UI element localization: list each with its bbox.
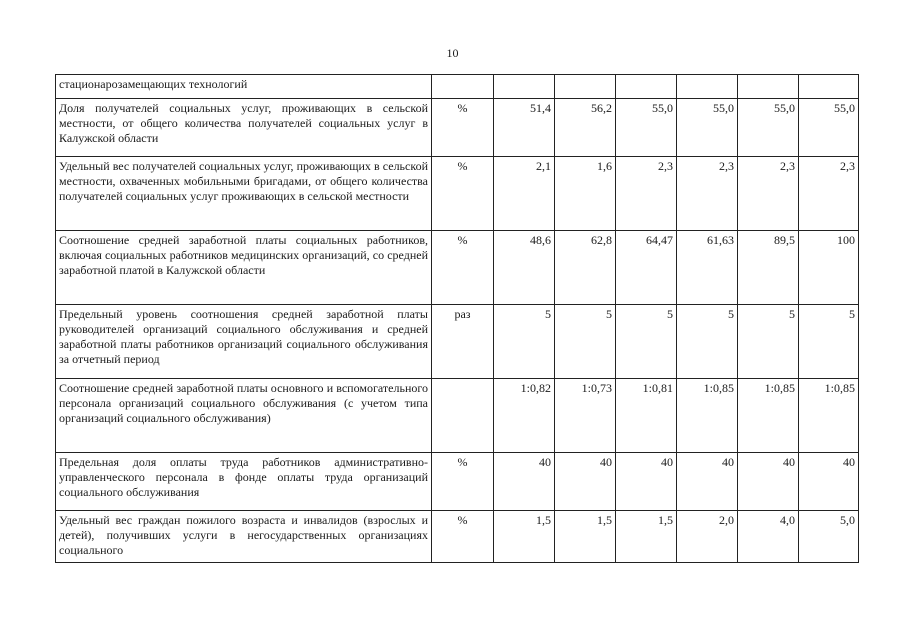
unit-cell: % bbox=[432, 453, 494, 511]
value-cell: 5,0 bbox=[799, 511, 859, 563]
value-cell: 89,5 bbox=[738, 231, 799, 305]
value-cell: 55,0 bbox=[799, 99, 859, 157]
indicator-name: Соотношение средней заработной платы социальных работников, включая социальных работников медицинских организаций, со средней заработной платой в Калужской области bbox=[56, 231, 432, 305]
indicators-table bbox=[55, 74, 859, 563]
value-cell: 51,4 bbox=[494, 99, 555, 157]
value-cell: 40 bbox=[494, 453, 555, 511]
value-cell: 100 bbox=[799, 231, 859, 305]
unit-cell bbox=[432, 75, 494, 99]
value-cell: 40 bbox=[799, 453, 859, 511]
value-cell: 2,3 bbox=[799, 157, 859, 231]
unit-cell: раз bbox=[432, 305, 494, 379]
value-cell: 1:0,81 bbox=[616, 379, 677, 453]
table-row bbox=[56, 99, 859, 157]
value-cell bbox=[494, 75, 555, 99]
value-cell bbox=[799, 75, 859, 99]
value-cell: 1:0,85 bbox=[799, 379, 859, 453]
indicator-name: стационарозамещающих технологий bbox=[56, 75, 432, 99]
value-cell: 1:0,85 bbox=[738, 379, 799, 453]
value-cell: 1,5 bbox=[555, 511, 616, 563]
value-cell bbox=[616, 75, 677, 99]
unit-cell: % bbox=[432, 511, 494, 563]
value-cell: 2,3 bbox=[738, 157, 799, 231]
value-cell: 40 bbox=[677, 453, 738, 511]
table-row bbox=[56, 157, 859, 231]
table-row bbox=[56, 231, 859, 305]
value-cell: 48,6 bbox=[494, 231, 555, 305]
value-cell: 5 bbox=[677, 305, 738, 379]
indicator-name: Предельный уровень соотношения средней заработной платы руководителей организаций социального обслуживания и средней заработной платы работников организаций социального обслуживания за отчетный период bbox=[56, 305, 432, 379]
value-cell: 1:0,82 bbox=[494, 379, 555, 453]
value-cell: 2,0 bbox=[677, 511, 738, 563]
unit-cell: % bbox=[432, 231, 494, 305]
value-cell: 5 bbox=[738, 305, 799, 379]
value-cell: 2,3 bbox=[616, 157, 677, 231]
unit-cell bbox=[432, 379, 494, 453]
value-cell: 1,5 bbox=[616, 511, 677, 563]
value-cell bbox=[677, 75, 738, 99]
value-cell: 55,0 bbox=[738, 99, 799, 157]
table-row bbox=[56, 379, 859, 453]
table-row bbox=[56, 453, 859, 511]
value-cell: 1:0,73 bbox=[555, 379, 616, 453]
value-cell: 1,6 bbox=[555, 157, 616, 231]
value-cell: 2,1 bbox=[494, 157, 555, 231]
value-cell bbox=[555, 75, 616, 99]
value-cell: 64,47 bbox=[616, 231, 677, 305]
table-row bbox=[56, 75, 859, 99]
value-cell: 62,8 bbox=[555, 231, 616, 305]
value-cell: 55,0 bbox=[616, 99, 677, 157]
value-cell: 1,5 bbox=[494, 511, 555, 563]
indicator-name: Доля получателей социальных услуг, проживающих в сельской местности, от общего количества получателей социальных услуг в Калужской области bbox=[56, 99, 432, 157]
value-cell: 55,0 bbox=[677, 99, 738, 157]
value-cell: 1:0,85 bbox=[677, 379, 738, 453]
indicator-name: Удельный вес граждан пожилого возраста и инвалидов (взрослых и детей), получивших услуги в негосударственных организациях социального bbox=[56, 511, 432, 563]
indicator-name: Соотношение средней заработной платы основного и вспомогательного персонала организаций социального обслуживания (с учетом типа организаций социального обслуживания) bbox=[56, 379, 432, 453]
value-cell: 61,63 bbox=[677, 231, 738, 305]
value-cell: 40 bbox=[555, 453, 616, 511]
page-bottom-margin bbox=[0, 568, 905, 640]
value-cell: 5 bbox=[494, 305, 555, 379]
value-cell: 40 bbox=[616, 453, 677, 511]
indicator-name: Предельная доля оплаты труда работников административно-управленческого персонала в фонде оплаты труда организаций социального обслуживания bbox=[56, 453, 432, 511]
value-cell: 40 bbox=[738, 453, 799, 511]
unit-cell: % bbox=[432, 99, 494, 157]
table-row bbox=[56, 305, 859, 379]
value-cell: 2,3 bbox=[677, 157, 738, 231]
value-cell bbox=[738, 75, 799, 99]
value-cell: 5 bbox=[799, 305, 859, 379]
page-number: 10 bbox=[446, 46, 459, 60]
indicator-name: Удельный вес получателей социальных услуг, проживающих в сельской местности, охваченных мобильными бригадами, от общего количества получателей социальных услуг проживающих в сельской местности bbox=[56, 157, 432, 231]
table-row bbox=[56, 511, 859, 563]
unit-cell: % bbox=[432, 157, 494, 231]
value-cell: 4,0 bbox=[738, 511, 799, 563]
value-cell: 5 bbox=[616, 305, 677, 379]
value-cell: 5 bbox=[555, 305, 616, 379]
value-cell: 56,2 bbox=[555, 99, 616, 157]
